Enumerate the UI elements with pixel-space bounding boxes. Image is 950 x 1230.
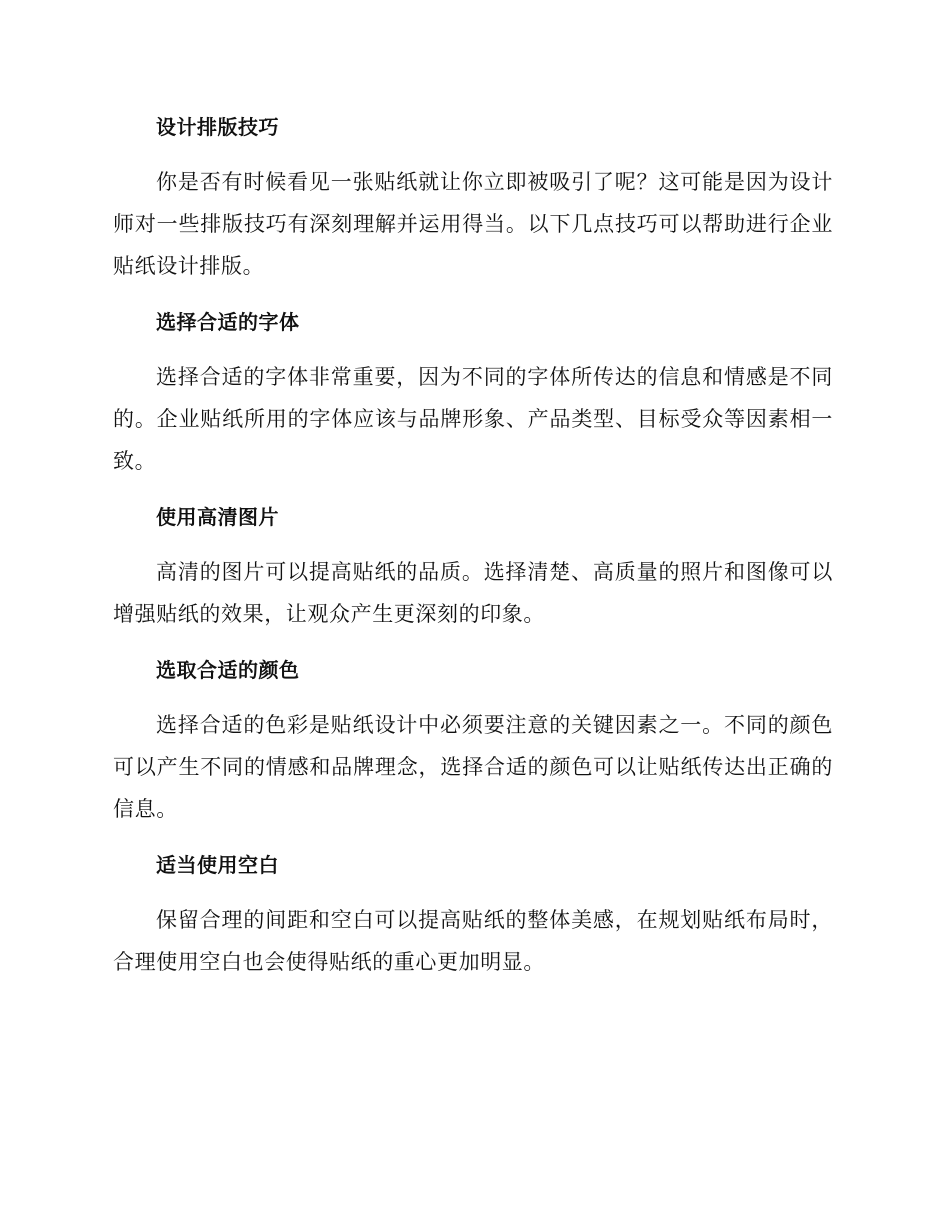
- section-heading: 设计排版技巧: [156, 115, 279, 139]
- section-design-layout-tips: [113, 108, 833, 287]
- section-paragraph: 选择合适的色彩是贴纸设计中必须要注意的关键因素之一。不同的颜色可以产生不同的情感和品牌理念，选择合适的颜色可以让贴纸传达出正确的信息。: [113, 713, 833, 821]
- section-heading: 适当使用空白: [156, 853, 279, 877]
- section-hd-images: [113, 498, 833, 635]
- section-choose-font: [113, 303, 833, 482]
- section-whitespace: [113, 846, 833, 983]
- section-heading: 使用高清图片: [156, 505, 279, 529]
- section-choose-colors: [113, 651, 833, 830]
- section-paragraph: 高清的图片可以提高贴纸的品质。选择清楚、高质量的照片和图像可以增强贴纸的效果，让观众产生更深刻的印象。: [113, 560, 833, 626]
- document-content: [113, 108, 833, 999]
- section-heading: 选择合适的字体: [156, 310, 300, 334]
- section-paragraph: 保留合理的间距和空白可以提高贴纸的整体美感，在规划贴纸布局时，合理使用空白也会使得贴纸的重心更加明显。: [113, 908, 833, 974]
- section-paragraph: 你是否有时候看见一张贴纸就让你立即被吸引了呢？这可能是因为设计师对一些排版技巧有深刻理解并运用得当。以下几点技巧可以帮助进行企业贴纸设计排版。: [113, 170, 833, 278]
- section-heading: 选取合适的颜色: [156, 658, 300, 682]
- section-paragraph: 选择合适的字体非常重要，因为不同的字体所传达的信息和情感是不同的。企业贴纸所用的字体应该与品牌形象、产品类型、目标受众等因素相一致。: [113, 365, 833, 473]
